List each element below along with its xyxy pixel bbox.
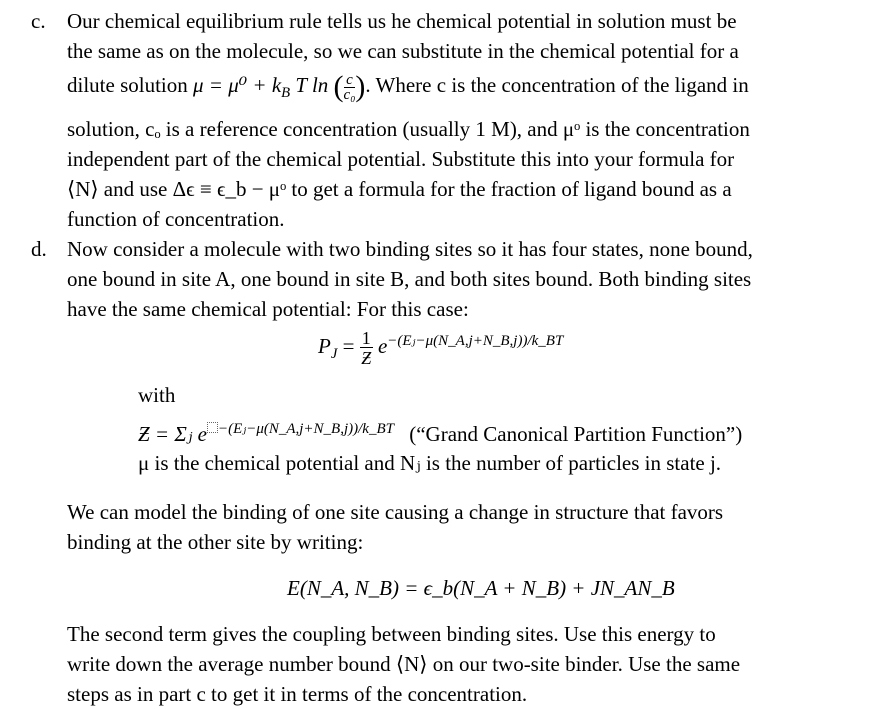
part-c-line-3-pre: dilute solution [67,73,188,97]
part-c-line-6: ⟨N⟩ and use Δϵ ≡ ϵ_b − μᵒ to get a formula for the fraction of ligand bound as a [67,177,732,201]
part-c-line-3-post: . Where c is the concentration of the ligand in [365,73,749,97]
part-d-line-3: have the same chemical potential: For this case: [67,297,469,321]
probability-equation: $P_J$ = $\frac{1}{Ƶ}$ $e^{-(Eⱼ-\mu(N\_A,j+N\_B,j))/k\_BT}$ [318,327,564,368]
partition-exponent: −(Eⱼ−μ(N_A,j+N_B,j))/k_BT [217,421,394,437]
para3-line-3: steps as in part c to get it in terms of the concentration. [67,682,528,706]
chem-potential-eq: μ = μ⁰ + k [193,73,282,97]
para3-line-1: The second term gives the coupling between binding sites. Use this energy to [67,622,716,646]
part-c-line-2: the same as on the molecule, so we can substitute in the chemical potential for a [67,39,739,63]
para2-line-1: We can model the binding of one site causing a change in structure that favors [67,500,724,524]
part-d-line-2: one bound in site A, one bound in site B, and both sites bound. Both binding sites [67,267,752,291]
probability-exponent: −(Eⱼ−μ(N_A,j+N_B,j))/k_BT [387,333,564,349]
energy-equation: E(N_A, N_B) = ϵ_b(N_A + N_B) + JN_AN_B [287,576,675,600]
with-text: with [138,383,176,407]
part-c-line-4: solution, cₒ is a reference concentration (usually 1 M), and μᵒ is the concentration [67,117,750,141]
conc-fraction: $\frac{c}{\text{c₀}}$ [343,71,356,103]
para2-line-2: binding at the other site by writing: [67,530,364,554]
partition-function-equation: Ƶ = Σⱼ e $^{-(Eⱼ-\mu(N\_A,j+N\_B,j))/k\_BT}$ (“Grand Canonical Partition Function”) [138,421,743,446]
para3-line-2: write down the average number bound ⟨N⟩ on our two-site binder. Use the same [67,652,741,676]
placeholder-box-icon [207,422,218,433]
part-c-line-3: dilute solution $\mu = \mu^0 + k_B$ T ln ( $\frac{c}{\text{c₀}}$ ). Where c is the concentration of the ligand in [67,70,749,104]
part-c-line-1: Our chemical equilibrium rule tells us he chemical potential in solution must be [67,9,737,33]
boltzmann-sub: B [281,85,291,102]
partition-function-note: (“Grand Canonical Partition Function”) [409,422,743,446]
part-c-line-7: function of concentration. [67,207,285,231]
part-d-label: d. [31,237,47,261]
temp-ln: T ln [295,73,329,97]
mu-definition: μ is the chemical potential and Nⱼ is the number of particles in state j. [138,451,722,475]
part-d-line-1: Now consider a molecule with two binding sites so it has four states, none bound, [67,237,753,261]
part-c-line-5: independent part of the chemical potential. Substitute this into your formula for [67,147,735,171]
part-c-label: c. [31,9,46,33]
